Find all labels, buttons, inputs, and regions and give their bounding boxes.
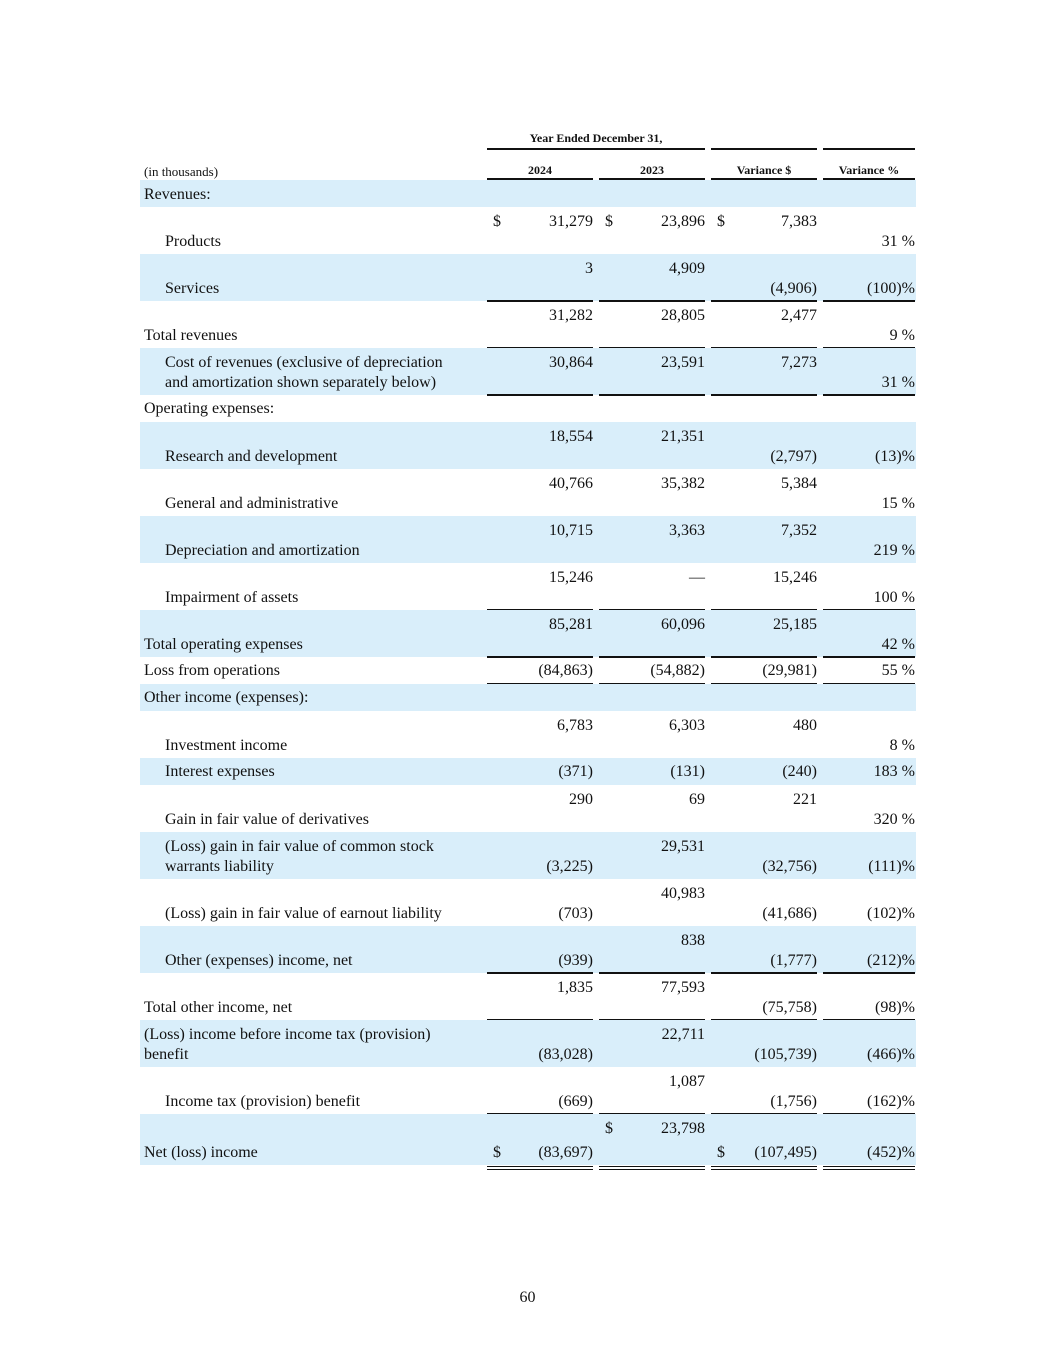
value-2023: 1,087 <box>669 1073 705 1090</box>
table-row <box>140 610 916 657</box>
rule <box>599 1169 705 1170</box>
row-label: General and administrative <box>165 495 339 512</box>
value-2023: 6,303 <box>669 717 705 734</box>
value-variance-pct: 15 % <box>881 495 915 512</box>
value-2024: (703) <box>558 905 593 922</box>
row-label: Impairment of assets <box>165 589 299 606</box>
value-2024: $ (83,697) <box>493 1144 593 1161</box>
value-2023: — <box>689 569 705 586</box>
row-label: Income tax (provision) benefit <box>165 1093 361 1110</box>
value-2023: 29,531 <box>661 838 705 855</box>
table-header <box>140 128 916 180</box>
value-variance-pct: 42 % <box>881 636 915 653</box>
value-2024: 15,246 <box>549 569 593 586</box>
value-2023: 60,096 <box>661 616 705 633</box>
value-variance-dollar: 25,185 <box>773 616 817 633</box>
value-variance-dollar: 7,273 <box>781 354 817 371</box>
dollar-sign: $ <box>717 213 725 230</box>
value-variance-dollar: (240) <box>782 763 817 780</box>
value-2023: 21,351 <box>661 428 705 445</box>
value-variance-pct: 183 % <box>873 763 915 780</box>
col-header-variance-dollar: Variance $ <box>736 163 792 177</box>
value-2024: 18,554 <box>549 428 593 445</box>
value-variance-dollar: (105,739) <box>754 1046 817 1063</box>
value-variance-dollar: (2,797) <box>770 448 817 465</box>
value-variance-dollar: $ 7,383 <box>717 213 817 230</box>
value-variance-pct: 9 % <box>889 327 915 344</box>
dollar-sign: $ <box>493 213 501 230</box>
col-header-2024: 2024 <box>528 163 552 177</box>
section-operating-expenses <box>140 395 916 422</box>
value-2023: 23,591 <box>661 354 705 371</box>
table-row <box>140 516 916 563</box>
value-2023: 838 <box>681 932 705 949</box>
value-variance-dollar: (75,758) <box>762 999 817 1016</box>
value-variance-dollar: 7,352 <box>781 522 817 539</box>
row-label: Net (loss) income <box>144 1144 258 1161</box>
table-row <box>140 469 916 516</box>
value-variance-dollar: $ (107,495) <box>717 1144 817 1161</box>
rule <box>823 1169 915 1170</box>
value-2024: 40,766 <box>549 475 593 492</box>
income-statement-table <box>140 128 916 1173</box>
row-label: (Loss) gain in fair value of earnout liability <box>165 905 442 922</box>
table-row <box>140 785 916 832</box>
row-label: Other (expenses) income, net <box>165 952 353 969</box>
value-2024: 85,281 <box>549 616 593 633</box>
value-variance-pct: 31 % <box>881 233 915 250</box>
table-row <box>140 926 916 973</box>
value-2023: 28,805 <box>661 307 705 324</box>
table-row <box>140 657 916 684</box>
value-2023: 77,593 <box>661 979 705 996</box>
table-row <box>140 1020 916 1067</box>
value-variance-pct: (162)% <box>867 1093 915 1110</box>
value-variance-dollar: (1,756) <box>770 1093 817 1110</box>
value-variance-pct: (98)% <box>875 999 915 1016</box>
value-2023: (131) <box>670 763 705 780</box>
value-variance-dollar: 5,384 <box>781 475 817 492</box>
row-label: (Loss) income before income tax (provision) <box>144 1026 431 1043</box>
row-label: Revenues: <box>144 186 211 203</box>
value-variance-pct: 219 % <box>873 542 915 559</box>
row-label: Research and development <box>165 448 338 465</box>
value-2024: (3,225) <box>546 858 593 875</box>
value-2023: $ 23,896 <box>605 213 705 230</box>
rule <box>823 1166 915 1167</box>
value-2023: 35,382 <box>661 475 705 492</box>
value-variance-pct: (452)% <box>867 1144 915 1161</box>
table-row <box>140 711 916 758</box>
table-row <box>140 301 916 348</box>
value-variance-pct: 100 % <box>873 589 915 606</box>
rule <box>487 148 705 150</box>
value-2024: 30,864 <box>549 354 593 371</box>
value-2024: 3 <box>585 260 593 277</box>
rule <box>599 1166 705 1167</box>
row-label: Loss from operations <box>144 662 280 679</box>
row-label: Gain in fair value of derivatives <box>165 811 369 828</box>
units-label: (in thousands) <box>144 164 219 179</box>
value-2024: 31,282 <box>549 307 593 324</box>
dollar-sign: $ <box>605 1120 613 1137</box>
dollar-sign: $ <box>717 1144 725 1161</box>
value-variance-pct: (212)% <box>867 952 915 969</box>
value-variance-pct: 55 % <box>881 662 915 679</box>
value-2023: 69 <box>689 791 705 808</box>
value-variance-dollar: 221 <box>793 791 817 808</box>
row-label-cont: warrants liability <box>165 858 274 875</box>
value-2024: 290 <box>569 791 593 808</box>
value-variance-pct: (102)% <box>867 905 915 922</box>
row-label: Interest expenses <box>165 763 275 780</box>
value-2023: (54,882) <box>650 662 705 679</box>
value-2024: (939) <box>558 952 593 969</box>
row-label: Depreciation and amortization <box>165 542 360 559</box>
value-variance-dollar: 2,477 <box>781 307 817 324</box>
table-row <box>140 563 916 610</box>
table-row-net-income <box>140 1114 916 1165</box>
row-label-cont: benefit <box>144 1046 189 1063</box>
row-label: Other income (expenses): <box>144 689 309 706</box>
value-variance-dollar: 15,246 <box>773 569 817 586</box>
value-2023: 40,983 <box>661 885 705 902</box>
value-2024: (371) <box>558 763 593 780</box>
value-variance-dollar: 480 <box>793 717 817 734</box>
row-label: Total other income, net <box>144 999 293 1016</box>
value-variance-pct: 8 % <box>889 737 915 754</box>
value-2023: 3,363 <box>669 522 705 539</box>
dollar-sign: $ <box>605 213 613 230</box>
table-row <box>140 254 916 301</box>
row-label: Operating expenses: <box>144 400 275 417</box>
col-header-variance-pct: Variance % <box>838 163 900 177</box>
rule <box>711 1166 817 1167</box>
value-variance-pct: 320 % <box>873 811 915 828</box>
rule <box>711 148 817 150</box>
row-label: (Loss) gain in fair value of common stock <box>165 838 434 855</box>
table-row <box>140 207 916 254</box>
table-row <box>140 879 916 926</box>
value-2024: 6,783 <box>557 717 593 734</box>
value-2024: 10,715 <box>549 522 593 539</box>
page-number: 60 <box>519 1289 536 1306</box>
row-label: Cost of revenues (exclusive of depreciation <box>165 354 443 371</box>
table-row <box>140 973 916 1020</box>
value-variance-dollar: (29,981) <box>762 662 817 679</box>
value-2024: (84,863) <box>538 662 593 679</box>
row-label: Products <box>165 233 221 250</box>
value-2023: $ 23,798 <box>605 1120 705 1137</box>
col-header-2023: 2023 <box>640 163 664 177</box>
section-revenues <box>140 180 916 207</box>
rule <box>823 148 915 150</box>
section-other-income <box>140 684 916 711</box>
value-2024: (669) <box>558 1093 593 1110</box>
row-label: Services <box>165 280 220 297</box>
row-label-cont: and amortization shown separately below) <box>165 374 437 391</box>
value-variance-pct: (100)% <box>867 280 915 297</box>
value-2024: 1,835 <box>557 979 593 996</box>
value-variance-dollar: (1,777) <box>770 952 817 969</box>
table-row <box>140 1067 916 1114</box>
period-label: Year Ended December 31, <box>529 131 663 145</box>
dollar-sign: $ <box>493 1144 501 1161</box>
table-row <box>140 832 916 879</box>
row-label: Total operating expenses <box>144 636 303 653</box>
value-variance-pct: (13)% <box>875 448 915 465</box>
row-label: Investment income <box>165 737 288 754</box>
value-variance-pct: (111)% <box>868 858 915 875</box>
value-variance-dollar: (32,756) <box>762 858 817 875</box>
row-label: Total revenues <box>144 327 238 344</box>
value-variance-dollar: (41,686) <box>762 905 817 922</box>
value-variance-pct: (466)% <box>867 1046 915 1063</box>
value-2024: (83,028) <box>538 1046 593 1063</box>
rule <box>487 1166 593 1167</box>
value-2024: $ 31,279 <box>493 213 593 230</box>
value-2023: 22,711 <box>661 1026 705 1043</box>
table-row <box>140 348 916 395</box>
table-row <box>140 758 916 785</box>
rule <box>487 1169 593 1170</box>
value-2023: 4,909 <box>669 260 705 277</box>
value-variance-pct: 31 % <box>881 374 915 391</box>
value-variance-dollar: (4,906) <box>770 280 817 297</box>
rule <box>711 1169 817 1170</box>
table-row <box>140 422 916 469</box>
double-underline <box>140 1165 916 1173</box>
